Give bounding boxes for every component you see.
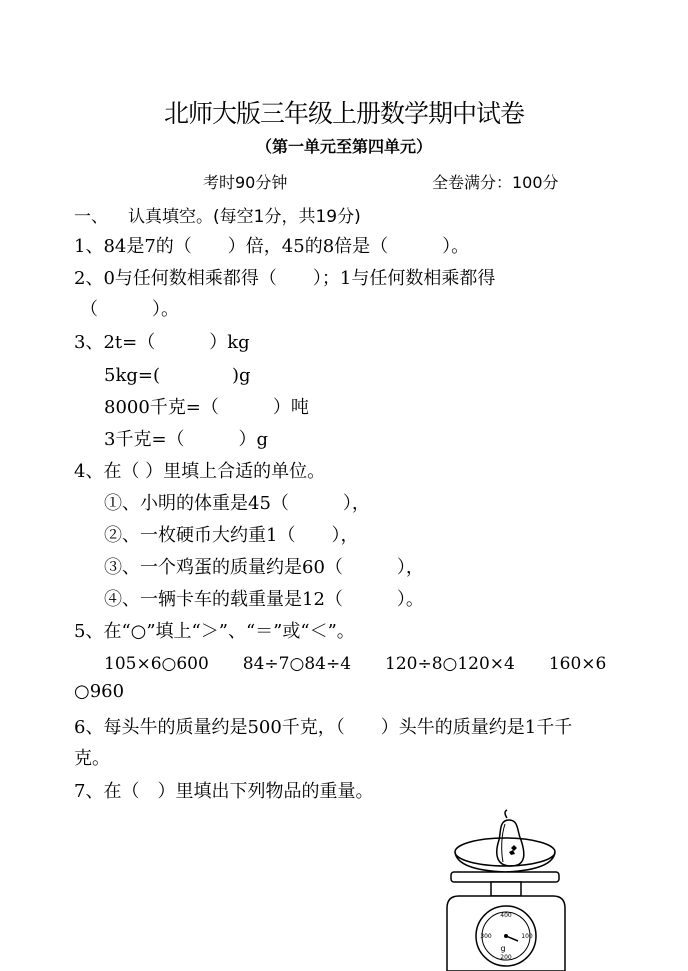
section-title: 认真填空。(每空1分，共19分) [128, 207, 361, 227]
question-6-cont: 克。 [74, 748, 110, 769]
question-2: 2、0与任何数相乘都得（ ）；1与任何数相乘都得 [74, 268, 496, 289]
question-4-item-3: ③、一个鸡蛋的质量约是60（ ）， [104, 557, 424, 578]
question-4-item-4: ④、一辆卡车的载重量是12（ ）。 [104, 589, 424, 610]
question-3: 3、2t=（ ）kg [74, 332, 250, 353]
page-title: 北师大版三年级上册数学期中试卷 [163, 99, 524, 128]
question-4-item-2: ②、一枚硬币大约重1（ ）， [104, 525, 359, 546]
section-number: 一、 [74, 207, 108, 227]
dial-label-top: 400 [500, 912, 512, 919]
full-score: 全卷满分：100分 [432, 173, 559, 192]
dial-label-left: 300 [480, 933, 492, 940]
question-3-item-4: 3千克=（ ）g [104, 429, 269, 450]
dial-label-bottom: 200 [500, 954, 512, 961]
question-3-item-2: 5kg=( )g [104, 365, 251, 386]
page-subtitle: （第一单元至第四单元） [255, 137, 432, 156]
section-heading [74, 202, 361, 227]
question-1: 1、84是7的（ ）倍，45的8倍是（ ）。 [74, 236, 470, 257]
exam-time: 考时90分钟 [203, 173, 288, 192]
question-3-item-3: 8000千克=（ ）吨 [104, 397, 309, 418]
question-5: 5、在“○”填上“＞”、“＝”或“＜”。 [74, 621, 355, 642]
question-4: 4、在（ ）里填上合适的单位。 [74, 461, 326, 482]
question-2-cont: （ ）。 [80, 299, 179, 320]
question-5-cont: ○960 [74, 681, 125, 702]
question-4-item-1: ①、小明的体重是45（ ）， [104, 493, 370, 514]
dial-label-right: 100 [521, 933, 533, 940]
dial-unit: g [500, 944, 506, 953]
question-6: 6、每头牛的质量约是500千克，（ ）头牛的质量约是1千千 [74, 717, 573, 738]
scale-body [447, 882, 565, 971]
kitchen-scale-illustration [445, 808, 575, 971]
question-7: 7、在（ ）里填出下列物品的重量。 [74, 781, 374, 802]
question-5-expressions: 105×6○600 84÷7○84÷4 120÷8○120×4 160×6 [104, 654, 607, 674]
